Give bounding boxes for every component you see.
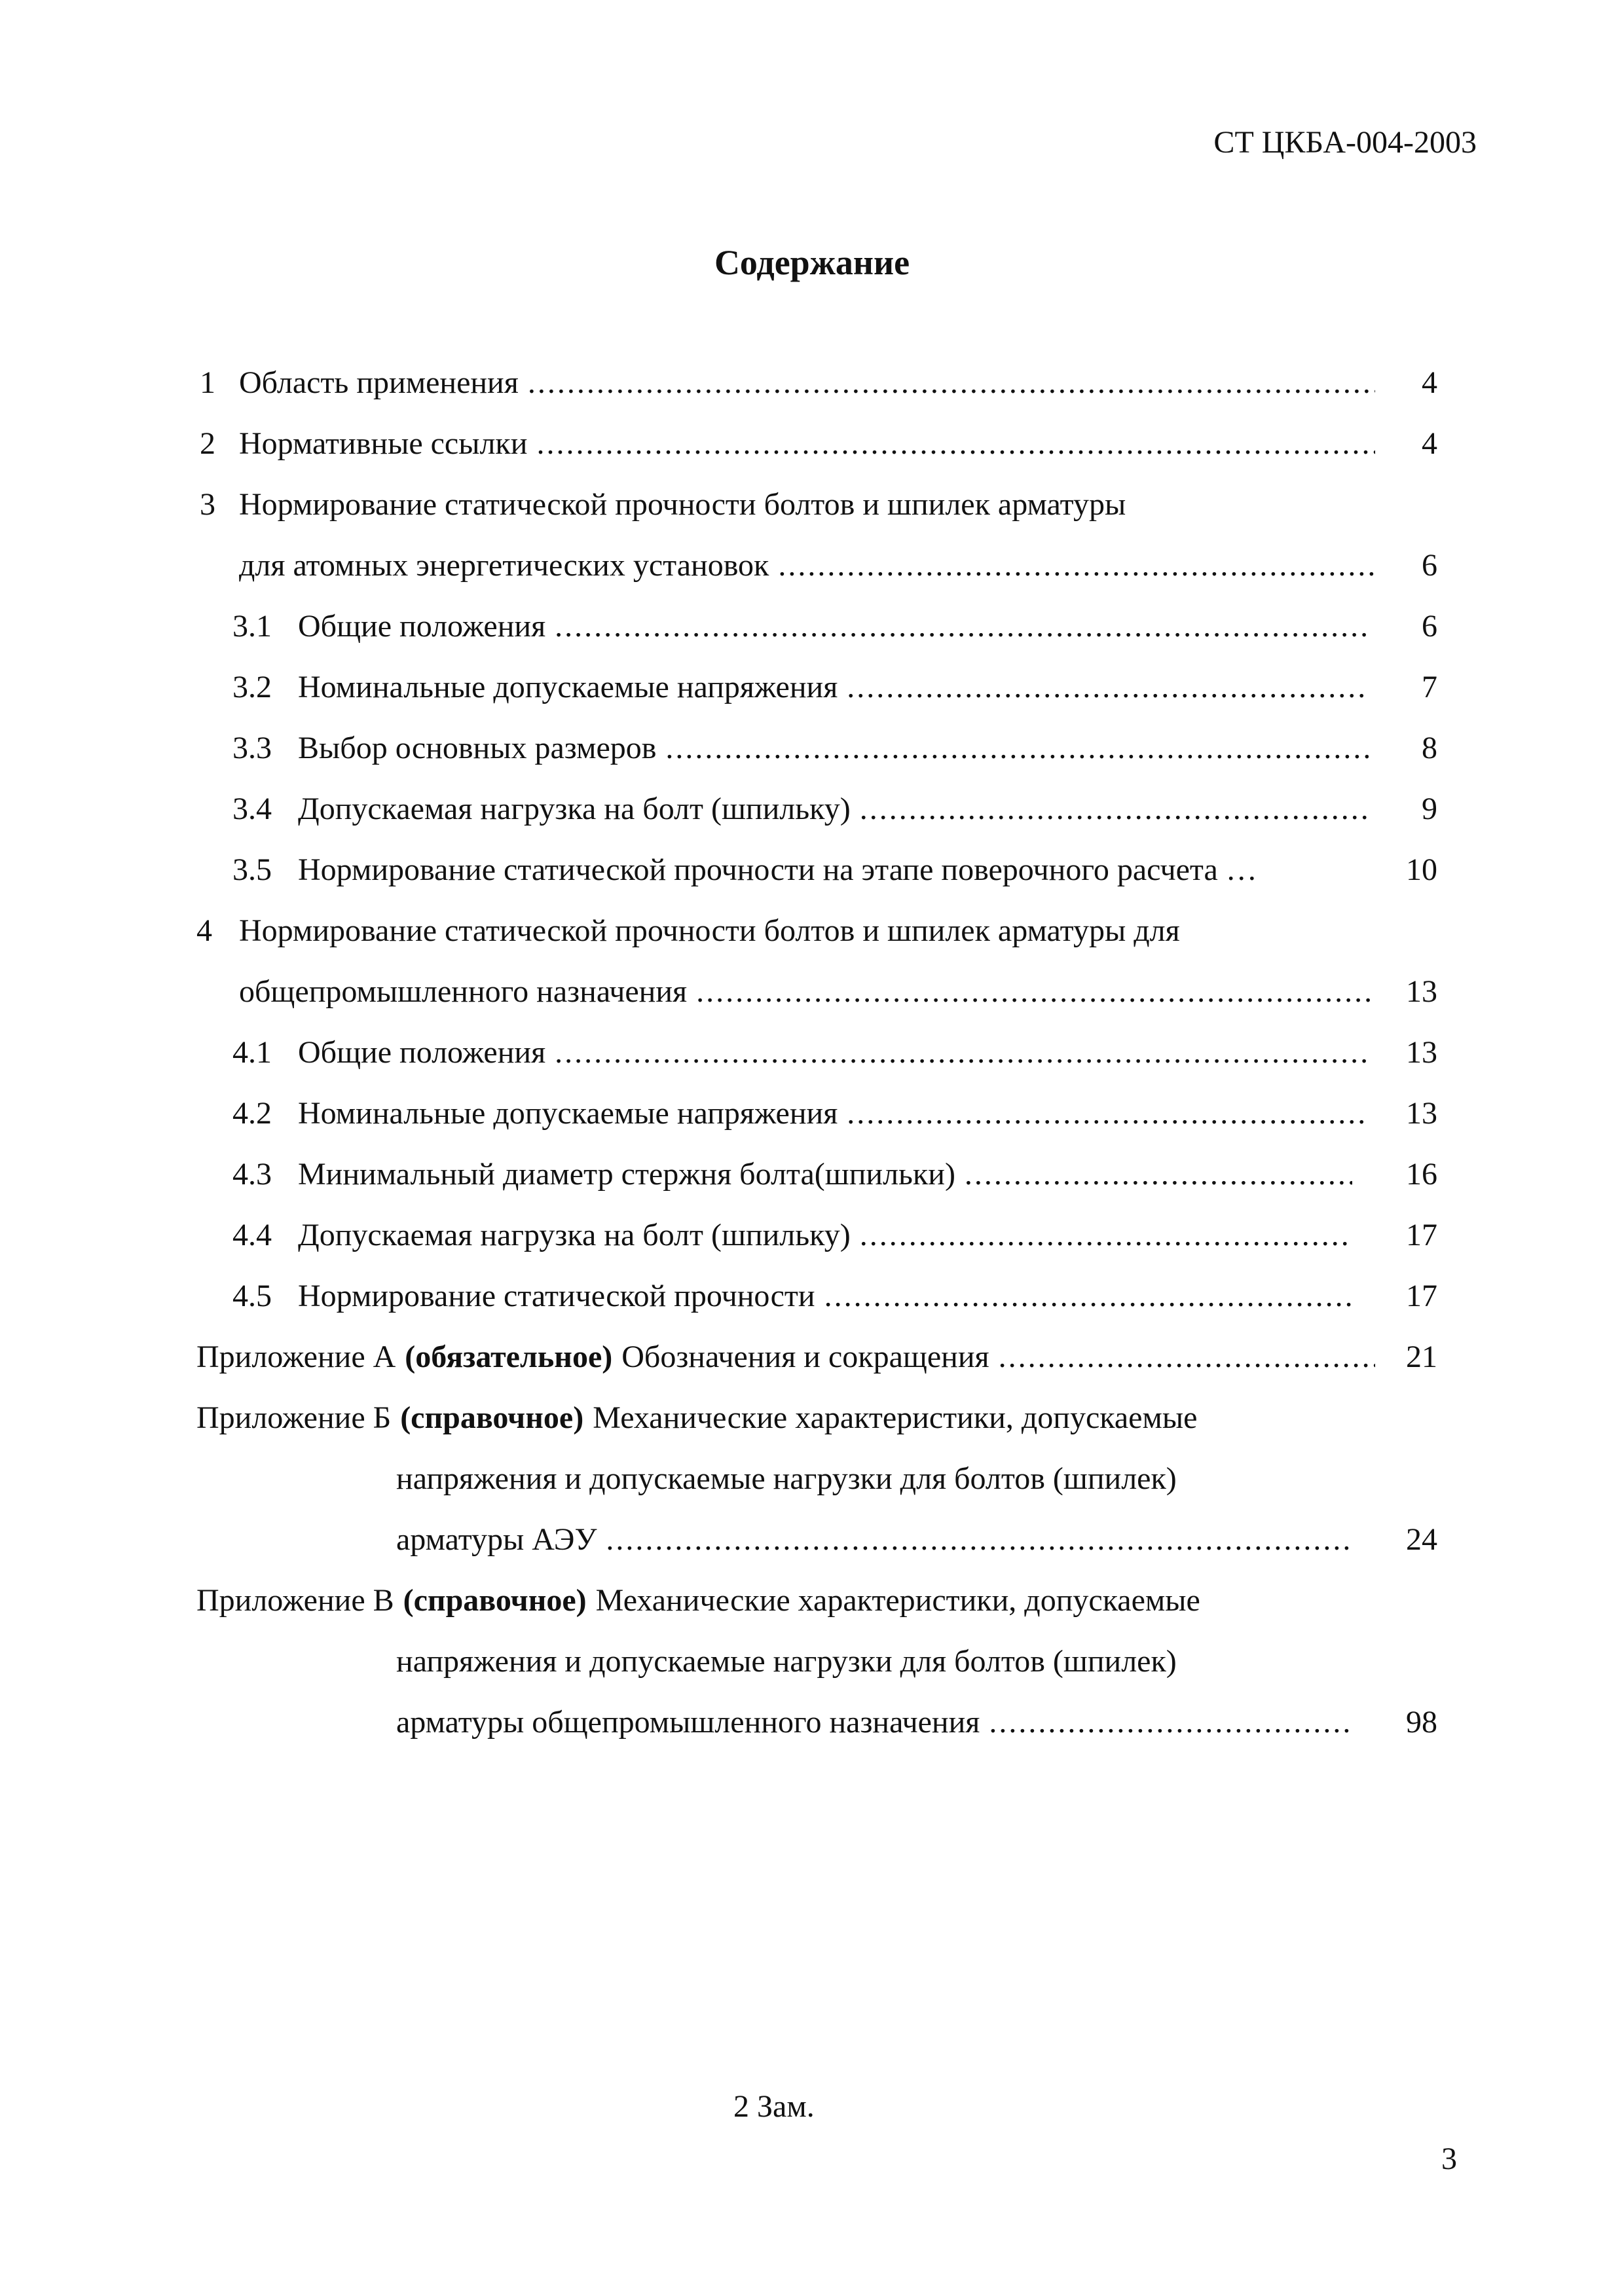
- leader-dots: [999, 1334, 1375, 1380]
- toc-appendix-a: [0, 1334, 1624, 1380]
- appendix-title: напряжения и допускаемые нагрузки для болтов (шпилек): [396, 1644, 1177, 1679]
- toc-entry-title: Общие положения: [298, 1035, 546, 1070]
- leader-dots: [528, 360, 1375, 406]
- toc-entry-title: для атомных энергетических установок: [239, 548, 769, 583]
- toc-entry-number: 2: [200, 426, 215, 461]
- toc-entry-page: 6: [1422, 548, 1437, 583]
- toc-entry-number: 1: [200, 365, 215, 400]
- toc-entry-continuation: [0, 1639, 1624, 1685]
- leader-dots: [536, 421, 1375, 467]
- toc-entry: [0, 665, 1624, 710]
- appendix-title: напряжения и допускаемые нагрузки для болтов (шпилек): [396, 1461, 1177, 1496]
- document-code: СТ ЦКБА-004-2003: [1213, 125, 1477, 160]
- toc-entry-title: Нормирование статической прочности на этапе поверочного расчета …: [298, 852, 1257, 887]
- leader-dots: [989, 1700, 1352, 1745]
- toc-entry-continuation: [0, 1456, 1624, 1502]
- leader-dots: [555, 604, 1369, 649]
- toc-entry-page: 13: [1406, 1096, 1437, 1131]
- leader-dots: [555, 1030, 1369, 1076]
- toc-entry-continuation: [0, 1700, 1624, 1745]
- leader-dots: [847, 665, 1369, 710]
- leader-dots: [606, 1517, 1352, 1563]
- toc-entry-number: 4: [196, 913, 212, 948]
- footer-note: 2 Зам.: [733, 2089, 815, 2124]
- leader-dots: [824, 1273, 1352, 1319]
- toc-entry-page: 9: [1422, 792, 1437, 826]
- toc-entry-number: 4.1: [232, 1035, 272, 1070]
- toc-entry-page: 10: [1406, 852, 1437, 887]
- toc-entry-page: 4: [1422, 426, 1437, 461]
- toc-entry-title: общепромышленного назначения: [239, 974, 688, 1009]
- toc-entry: [0, 1030, 1624, 1076]
- appendix-title: Механические характеристики, допускаемые: [595, 1583, 1200, 1618]
- toc-entry: [0, 1152, 1624, 1197]
- toc-entry-title: Нормирование статической прочности болтов и шпилек арматуры для: [239, 913, 1180, 948]
- toc-entry-title: Номинальные допускаемые напряжения: [298, 1096, 838, 1131]
- toc-entry: [0, 786, 1624, 832]
- toc-entry-continuation: [0, 1517, 1624, 1563]
- appendix-status: (справочное): [403, 1583, 587, 1618]
- toc-entry-title: Номинальные допускаемые напряжения: [298, 670, 838, 704]
- appendix-title: арматуры общепромышленного назначения: [396, 1705, 980, 1740]
- appendix-title: Обозначения и сокращения: [621, 1339, 989, 1374]
- toc-entry-number: 4.5: [232, 1279, 272, 1313]
- toc-entry-page: 8: [1422, 731, 1437, 765]
- toc-entry: [0, 604, 1624, 649]
- toc-entry-page: 7: [1422, 670, 1437, 704]
- toc-entry-title: Нормирование статической прочности болтов и шпилек арматуры: [239, 487, 1126, 522]
- toc-appendix-v: [0, 1578, 1624, 1624]
- leader-dots: [860, 1212, 1352, 1258]
- toc-entry: [0, 1212, 1624, 1258]
- appendix-label: Приложение А: [196, 1339, 396, 1374]
- toc-entry-title: Допускаемая нагрузка на болт (шпильку): [298, 1218, 851, 1252]
- toc-entry-page: 17: [1406, 1279, 1437, 1313]
- leader-dots: [860, 786, 1369, 832]
- toc-entry: [0, 482, 1624, 528]
- toc-entry-page: 24: [1406, 1522, 1437, 1557]
- toc-entry: [0, 1273, 1624, 1319]
- toc-entry-page: 4: [1422, 365, 1437, 400]
- toc-entry: [0, 847, 1624, 893]
- leader-dots: [965, 1152, 1352, 1197]
- leader-dots: [847, 1091, 1369, 1137]
- appendix-title: арматуры АЭУ: [396, 1522, 597, 1557]
- toc-entry-page: 6: [1422, 609, 1437, 644]
- toc-entry-title: Минимальный диаметр стержня болта(шпильки): [298, 1157, 955, 1192]
- leader-dots: [778, 543, 1375, 589]
- toc-entry: [0, 725, 1624, 771]
- toc-entry-number: 3.5: [232, 852, 272, 887]
- toc-entry-page: 21: [1406, 1339, 1437, 1374]
- toc-entry: [0, 360, 1624, 406]
- toc-appendix-b: [0, 1395, 1624, 1441]
- toc-entry-title: Нормативные ссылки: [239, 426, 528, 461]
- appendix-label: Приложение Б: [196, 1400, 392, 1435]
- toc-entry: [0, 421, 1624, 467]
- page-number: 3: [1441, 2141, 1457, 2176]
- appendix-title: Механические характеристики, допускаемые: [593, 1400, 1198, 1435]
- toc-entry-number: 3.4: [232, 792, 272, 826]
- toc-entry-page: 13: [1406, 974, 1437, 1009]
- appendix-status: (справочное): [400, 1400, 584, 1435]
- toc-entry-title: Общие положения: [298, 609, 546, 644]
- toc-entry: [0, 908, 1624, 954]
- leader-dots: [665, 725, 1369, 771]
- toc-entry-number: 4.3: [232, 1157, 272, 1192]
- toc-entry-continuation: [0, 969, 1624, 1015]
- leader-dots: [696, 969, 1375, 1015]
- toc-entry: [0, 1091, 1624, 1137]
- toc-entry-page: 98: [1406, 1705, 1437, 1740]
- toc-entry-page: 16: [1406, 1157, 1437, 1192]
- appendix-label: Приложение В: [196, 1583, 394, 1618]
- appendix-status: (обязательное): [405, 1339, 613, 1374]
- toc-entry-number: 3.2: [232, 670, 272, 704]
- toc-entry-title: Допускаемая нагрузка на болт (шпильку): [298, 792, 851, 826]
- toc-entry-number: 4.2: [232, 1096, 272, 1131]
- toc-entry-number: 4.4: [232, 1218, 272, 1252]
- toc-entry-number: 3.3: [232, 731, 272, 765]
- toc-entry-continuation: [0, 543, 1624, 589]
- toc-entry-page: 13: [1406, 1035, 1437, 1070]
- page-title: Содержание: [714, 243, 910, 282]
- toc-entry-number: 3.1: [232, 609, 272, 644]
- toc-entry-title: Выбор основных размеров: [298, 731, 657, 765]
- toc-entry-page: 17: [1406, 1218, 1437, 1252]
- toc-entry-title: Нормирование статической прочности: [298, 1279, 815, 1313]
- toc-entry-title: Область применения: [239, 365, 519, 400]
- toc-entry-number: 3: [200, 487, 215, 522]
